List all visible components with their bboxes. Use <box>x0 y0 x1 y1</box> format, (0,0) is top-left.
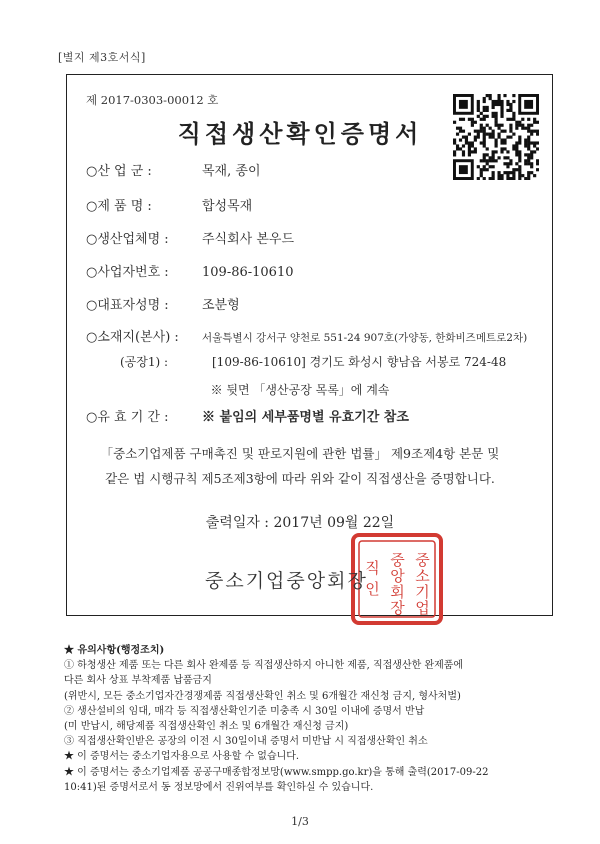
certificate-number: 제 2017-0303-00012 호 <box>86 93 219 107</box>
field-label: ○유 효 기 간 : <box>86 410 169 425</box>
page-title: 직접생산확인증명서 <box>177 119 423 148</box>
field-label: ○사업자번호 : <box>86 265 169 280</box>
field-value: 주식회사 본우드 <box>202 232 295 247</box>
issue-date: 출력일자 : 2017년 09월 22일 <box>205 515 395 531</box>
note-line: ① 하청생산 제품 또는 다른 회사 완제품 등 직접생산하지 아니한 제품, 직접생산한 완제품에 <box>64 660 464 672</box>
svg-text:중소기업: 중소기업 <box>413 552 431 616</box>
field-validity <box>86 406 409 425</box>
issuer-name: 중소기업중앙회장 <box>205 570 368 592</box>
field-headquarters <box>86 326 527 345</box>
note-line: ★ 이 증명서는 중소기업자용으로 사용할 수 없습니다. <box>64 751 300 763</box>
field-label: ○생산업체명 : <box>86 232 169 247</box>
statement-line-1: 「중소기업제품 구매촉진 및 판로지원에 관한 법률」 제9조제4항 본문 및 <box>100 446 500 461</box>
field-label: (공장1) : <box>120 355 169 369</box>
note-line: ★ 이 증명서는 중소기업제품 공공구매종합정보망(www.smpp.go.kr)을 통해 출력(2017-09-22 <box>64 766 489 778</box>
field-business-number <box>86 261 294 280</box>
field-value: 조분형 <box>202 298 240 313</box>
form-label: [별지 제3호서식] <box>58 51 146 64</box>
svg-text:직인: 직인 <box>363 560 381 602</box>
note-line: ② 생산설비의 임대, 매각 등 직접생산확인기준 미충족 시 30일 이내에 증명서 반납 <box>64 705 425 717</box>
notes-section <box>64 643 554 795</box>
note-line: 다른 회사 상표 부착제품 납품금지 <box>64 675 212 687</box>
note-line: (위반시, 모든 중소기업자간경쟁제품 직접생산확인 취소 및 6개월간 재신청 금지, 형사처벌) <box>64 690 461 702</box>
field-product <box>86 195 252 214</box>
field-label: ○대표자성명 : <box>86 298 169 313</box>
note-line: 10:41)된 증명서로서 동 정보망에서 진위여부를 확인하실 수 있습니다. <box>64 781 374 793</box>
notes-heading: ★ 유의사항(행정조치) <box>64 645 165 656</box>
field-value: 109-86-10610 <box>202 265 294 280</box>
field-company <box>86 228 294 247</box>
field-label: ○제 품 명 : <box>86 199 152 214</box>
field-value: 목재, 종이 <box>202 164 261 179</box>
field-label: ○산 업 군 : <box>86 164 152 179</box>
statement-line-2: 같은 법 시행규칙 제5조제3항에 따라 위와 같이 직접생산을 증명합니다. <box>105 471 495 486</box>
field-value: 서울특별시 강서구 양천로 551-24 907호(가양동, 한화비즈메트로2차) <box>202 332 528 344</box>
field-factory <box>120 353 506 370</box>
field-industry <box>86 160 261 179</box>
field-value: ※ 붙임의 세부품명별 유효기간 참조 <box>202 410 409 425</box>
see-back-note: ※ 뒷면 「생산공장 목록」에 계속 <box>210 383 390 397</box>
field-label: ○소재지(본사) : <box>86 330 179 345</box>
field-value: 합성목재 <box>202 199 253 214</box>
note-line: (미 반납시, 해당제품 직접생산확인 취소 및 6개월간 재신청 금지) <box>64 720 349 732</box>
field-representative <box>86 294 240 313</box>
note-line: ③ 직접생산확인받은 공장의 이전 시 30일이내 증명서 미반납 시 직접생산확인 취소 <box>64 736 428 748</box>
field-value: [109-86-10610] 경기도 화성시 향남읍 서봉로 724-48 <box>212 355 507 369</box>
page-number: 1/3 <box>291 815 309 828</box>
svg-text:중앙회장: 중앙회장 <box>388 552 406 616</box>
